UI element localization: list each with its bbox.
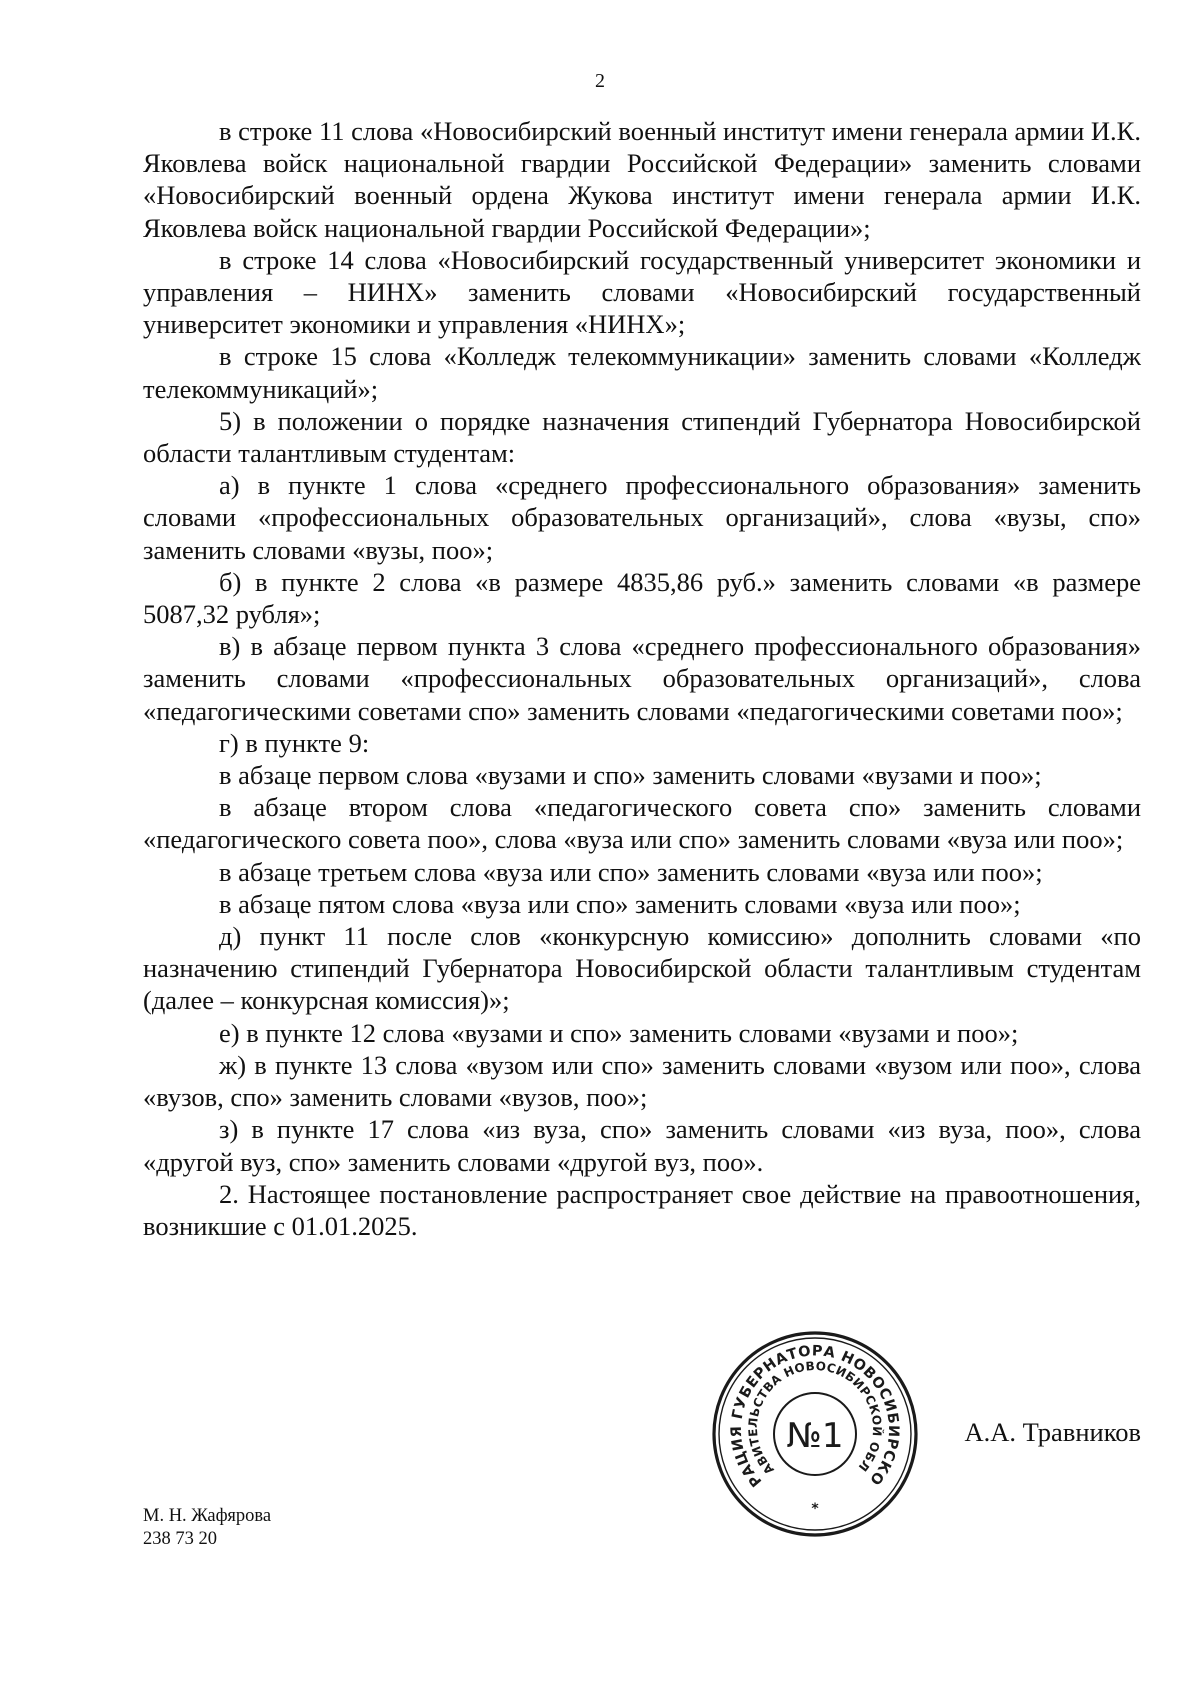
- paragraph-subitem-v: в) в абзаце первом пункта 3 слова «среднего профессионального образования» заменить словами «профессиональных образовательных организаций», слова «педагогическими советами спо» заменить словами «педагогическими советами поо»;: [143, 631, 1141, 726]
- paragraph-abzac-2: в абзаце втором слова «педагогического совета спо» заменить словами «педагогического совета поо», слова «вуза или спо» заменить словами «вуза или поо»;: [143, 792, 1141, 855]
- paragraph-item-2: 2. Настоящее постановление распространяет свое действие на правоотношения, возникшие с 01.01.2025.: [143, 1178, 1141, 1241]
- paragraph-subitem-d: д) пункт 11 после слов «конкурсную комиссию» дополнить словами «по назначению стипендий Губернатора Новосибирской области талантливым студентам (далее – конкурсная комиссия)»;: [143, 921, 1141, 1016]
- executor-name: М. Н. Жафярова: [143, 1506, 272, 1526]
- stamp-outer-text: РАЦИЯ ГУБЕРНАТОРА НОВОСИБИРСКО: [728, 1343, 902, 1490]
- paragraph-line-15: в строке 15 слова «Колледж телекоммуникации» заменить словами «Колледж телекоммуникаций»;: [143, 341, 1141, 404]
- stamp-center-number: №1: [786, 1416, 844, 1456]
- paragraph-item-5: 5) в положении о порядке назначения стипендий Губернатора Новосибирской области талантливым студентам:: [143, 405, 1141, 469]
- executor-phone: 238 73 20: [143, 1529, 217, 1549]
- stamp-star: *: [811, 1501, 819, 1517]
- paragraph-abzac-5: в абзаце пятом слова «вуза или спо» заменить словами «вуза или поо»;: [219, 888, 1021, 919]
- paragraph-abzac-1: в абзаце первом слова «вузами и спо» заменить словами «вузами и поо»;: [219, 760, 1042, 791]
- paragraph-line-11: в строке 11 слова «Новосибирский военный институт имени генерала армии И.К. Яковлева войск национальной гвардии Российской Федерации» заменить словами «Новосибирский военный ордена Жукова институт имени генерала армии И.К. Яковлева войск национальной гвардии Российской Федерации»;: [143, 116, 1141, 243]
- paragraph-subitem-z: з) в пункте 17 слова «из вуза, спо» заменить словами «из вуза, поо», слова «другой вуз, спо» заменить словами «другой вуз, поо».: [143, 1114, 1141, 1177]
- stamp-inner-text: АВИТЕЛЬСТВА НОВОСИБИРСКОЙ ОБЛ: [745, 1358, 885, 1478]
- paragraph-subitem-b: б) в пункте 2 слова «в размере 4835,86 руб.» заменить словами «в размере 5087,32 рубля»;: [143, 566, 1141, 630]
- paragraph-abzac-3: в абзаце третьем слова «вуза или спо» заменить словами «вуза или поо»;: [219, 856, 1043, 887]
- paragraph-line-14: в строке 14 слова «Новосибирский государственный университет экономики и управления – НИНХ» заменить словами «Новосибирский государственный университет экономики и управления «НИНХ»;: [143, 244, 1141, 340]
- official-seal-stamp: [708, 1327, 922, 1541]
- document-body: [143, 115, 1141, 1242]
- paragraph-subitem-zh: ж) в пункте 13 слова «вузом или спо» заменить словами «вузом или поо», слова «вузов, спо» заменить словами «вузов, поо»;: [143, 1049, 1141, 1113]
- paragraph-subitem-g: г) в пункте 9:: [219, 727, 370, 758]
- paragraph-subitem-e: е) в пункте 12 слова «вузами и спо» заменить словами «вузами и поо»;: [219, 1017, 1019, 1048]
- signer-name: А.А. Травников: [964, 1417, 1141, 1447]
- page-number: 2: [595, 70, 605, 92]
- paragraph-subitem-a: а) в пункте 1 слова «среднего профессионального образования» заменить словами «профессиональных образовательных организаций», слова «вузы, спо» заменить словами «вузы, поо»;: [143, 470, 1141, 565]
- executor-block: [143, 1505, 271, 1551]
